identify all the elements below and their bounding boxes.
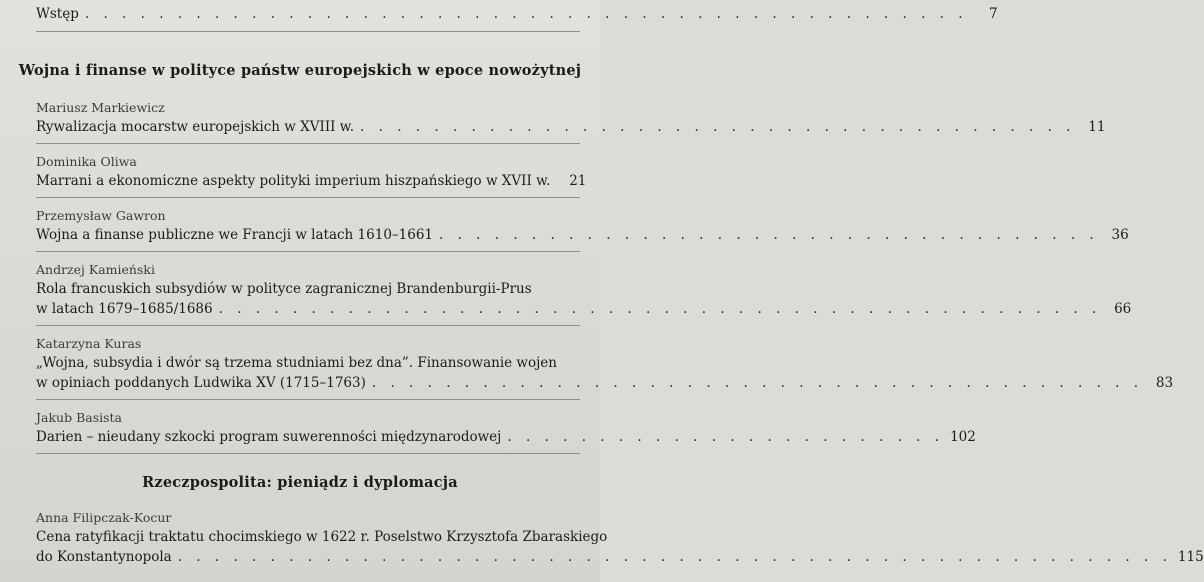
entry-title-cont: w latach 1679–1685/1686 <box>36 301 213 317</box>
entry-title: Cena ratyfikacji traktatu chocimskiego w 1622 r. Poselstwo Krzysztofa Zbaraskiego <box>36 529 608 545</box>
entry-author: Anna Filipczak-Kocur <box>36 510 172 525</box>
section-heading: Rzeczpospolita: pieniądz i dyplomacja <box>142 474 458 491</box>
divider <box>36 325 580 326</box>
leader-dots: . . . . . . . . . . . . . . . . . . . . . . . . . . . . . . . . . . . . . . . . . . . . . . . . <box>218 301 1102 317</box>
entry-author: Mariusz Markiewicz <box>36 100 165 115</box>
entry-title: Wojna a finanse publiczne we Francji w latach 1610–1661 <box>36 227 434 243</box>
toc-entry[interactable] <box>36 510 1204 567</box>
entry-title-cont: do Konstantynopola <box>36 549 172 565</box>
entry-title: „Wojna, subsydia i dwór są trzema studniami bez dna”. Finansowanie wojen <box>36 355 557 371</box>
page-number: 7 <box>988 6 998 22</box>
entry-author: Jakub Basista <box>36 410 123 425</box>
entry-author: Przemysław Gawron <box>36 208 166 223</box>
entry-author: Dominika Oliwa <box>36 154 137 169</box>
toc-entry-intro[interactable] <box>36 6 998 22</box>
page-number: 66 <box>1114 301 1132 317</box>
entry-title: Rola francuskich subsydiów w polityce zagranicznej Brandenburgii-Prus <box>36 281 532 297</box>
divider <box>36 31 580 32</box>
entry-title-cont: w opiniach poddanych Ludwika XV (1715–1763) <box>36 375 366 391</box>
page-number: 102 <box>950 429 976 445</box>
page-number: 36 <box>1111 227 1129 243</box>
leader-dots: . . . . . . . . . . . . . . . . . . . . . . . . . . . . . . . . . . . . . . . . . . . . . . . . . . . . . . <box>177 549 1172 565</box>
toc-entry[interactable] <box>36 154 587 191</box>
leader-dots: . . . . . . . . . . . . . . . . . . . . . . . . <box>507 429 945 445</box>
leader-dots: . . . . . . . . . . . . . . . . . . . . . . . . . . . . . . . . . . . . . . . . . . <box>371 375 1144 391</box>
page-number: 83 <box>1155 375 1174 391</box>
toc-entry[interactable] <box>36 208 1129 245</box>
section-heading: Wojna i finanse w polityce państw europejskich w epoce nowożytnej <box>18 62 582 79</box>
entry-author: Katarzyna Kuras <box>36 336 142 351</box>
entry-author: Andrzej Kamieński <box>36 262 155 277</box>
entry-title: Marrani a ekonomiczne aspekty polityki imperium hiszpańskiego w XVII w. <box>36 173 551 189</box>
page-number: 21 <box>569 173 587 189</box>
leader-dots: . . . . . . . . . . . . . . . . . . . . . . . . . . . . . . . . . . . . . . . <box>360 119 1076 135</box>
leader-dots: . . . . . . . . . . . . . . . . . . . . . . . . . . . . . . . . . . . . <box>439 227 1099 243</box>
divider <box>36 197 580 198</box>
toc-entry[interactable] <box>36 410 976 447</box>
divider <box>36 399 580 400</box>
toc-entry[interactable] <box>36 336 1174 393</box>
toc-entry[interactable] <box>36 262 1132 319</box>
leader-dots: . . . . . . . . . . . . . . . . . . . . . . . . . . . . . . . . . . . . . . . . . . . . . . . . <box>84 6 968 22</box>
entry-title: Rywalizacja mocarstw europejskich w XVIII w. <box>36 119 355 135</box>
entry-title: Darien – nieudany szkocki program suwerenności międzynarodowej <box>36 429 502 445</box>
divider <box>36 251 580 252</box>
page-number: 115 <box>1177 549 1204 565</box>
page-number: 11 <box>1088 119 1106 135</box>
divider <box>36 143 580 144</box>
divider <box>36 453 580 454</box>
entry-title: Wstęp <box>36 6 79 22</box>
toc-entry[interactable] <box>36 100 1106 137</box>
